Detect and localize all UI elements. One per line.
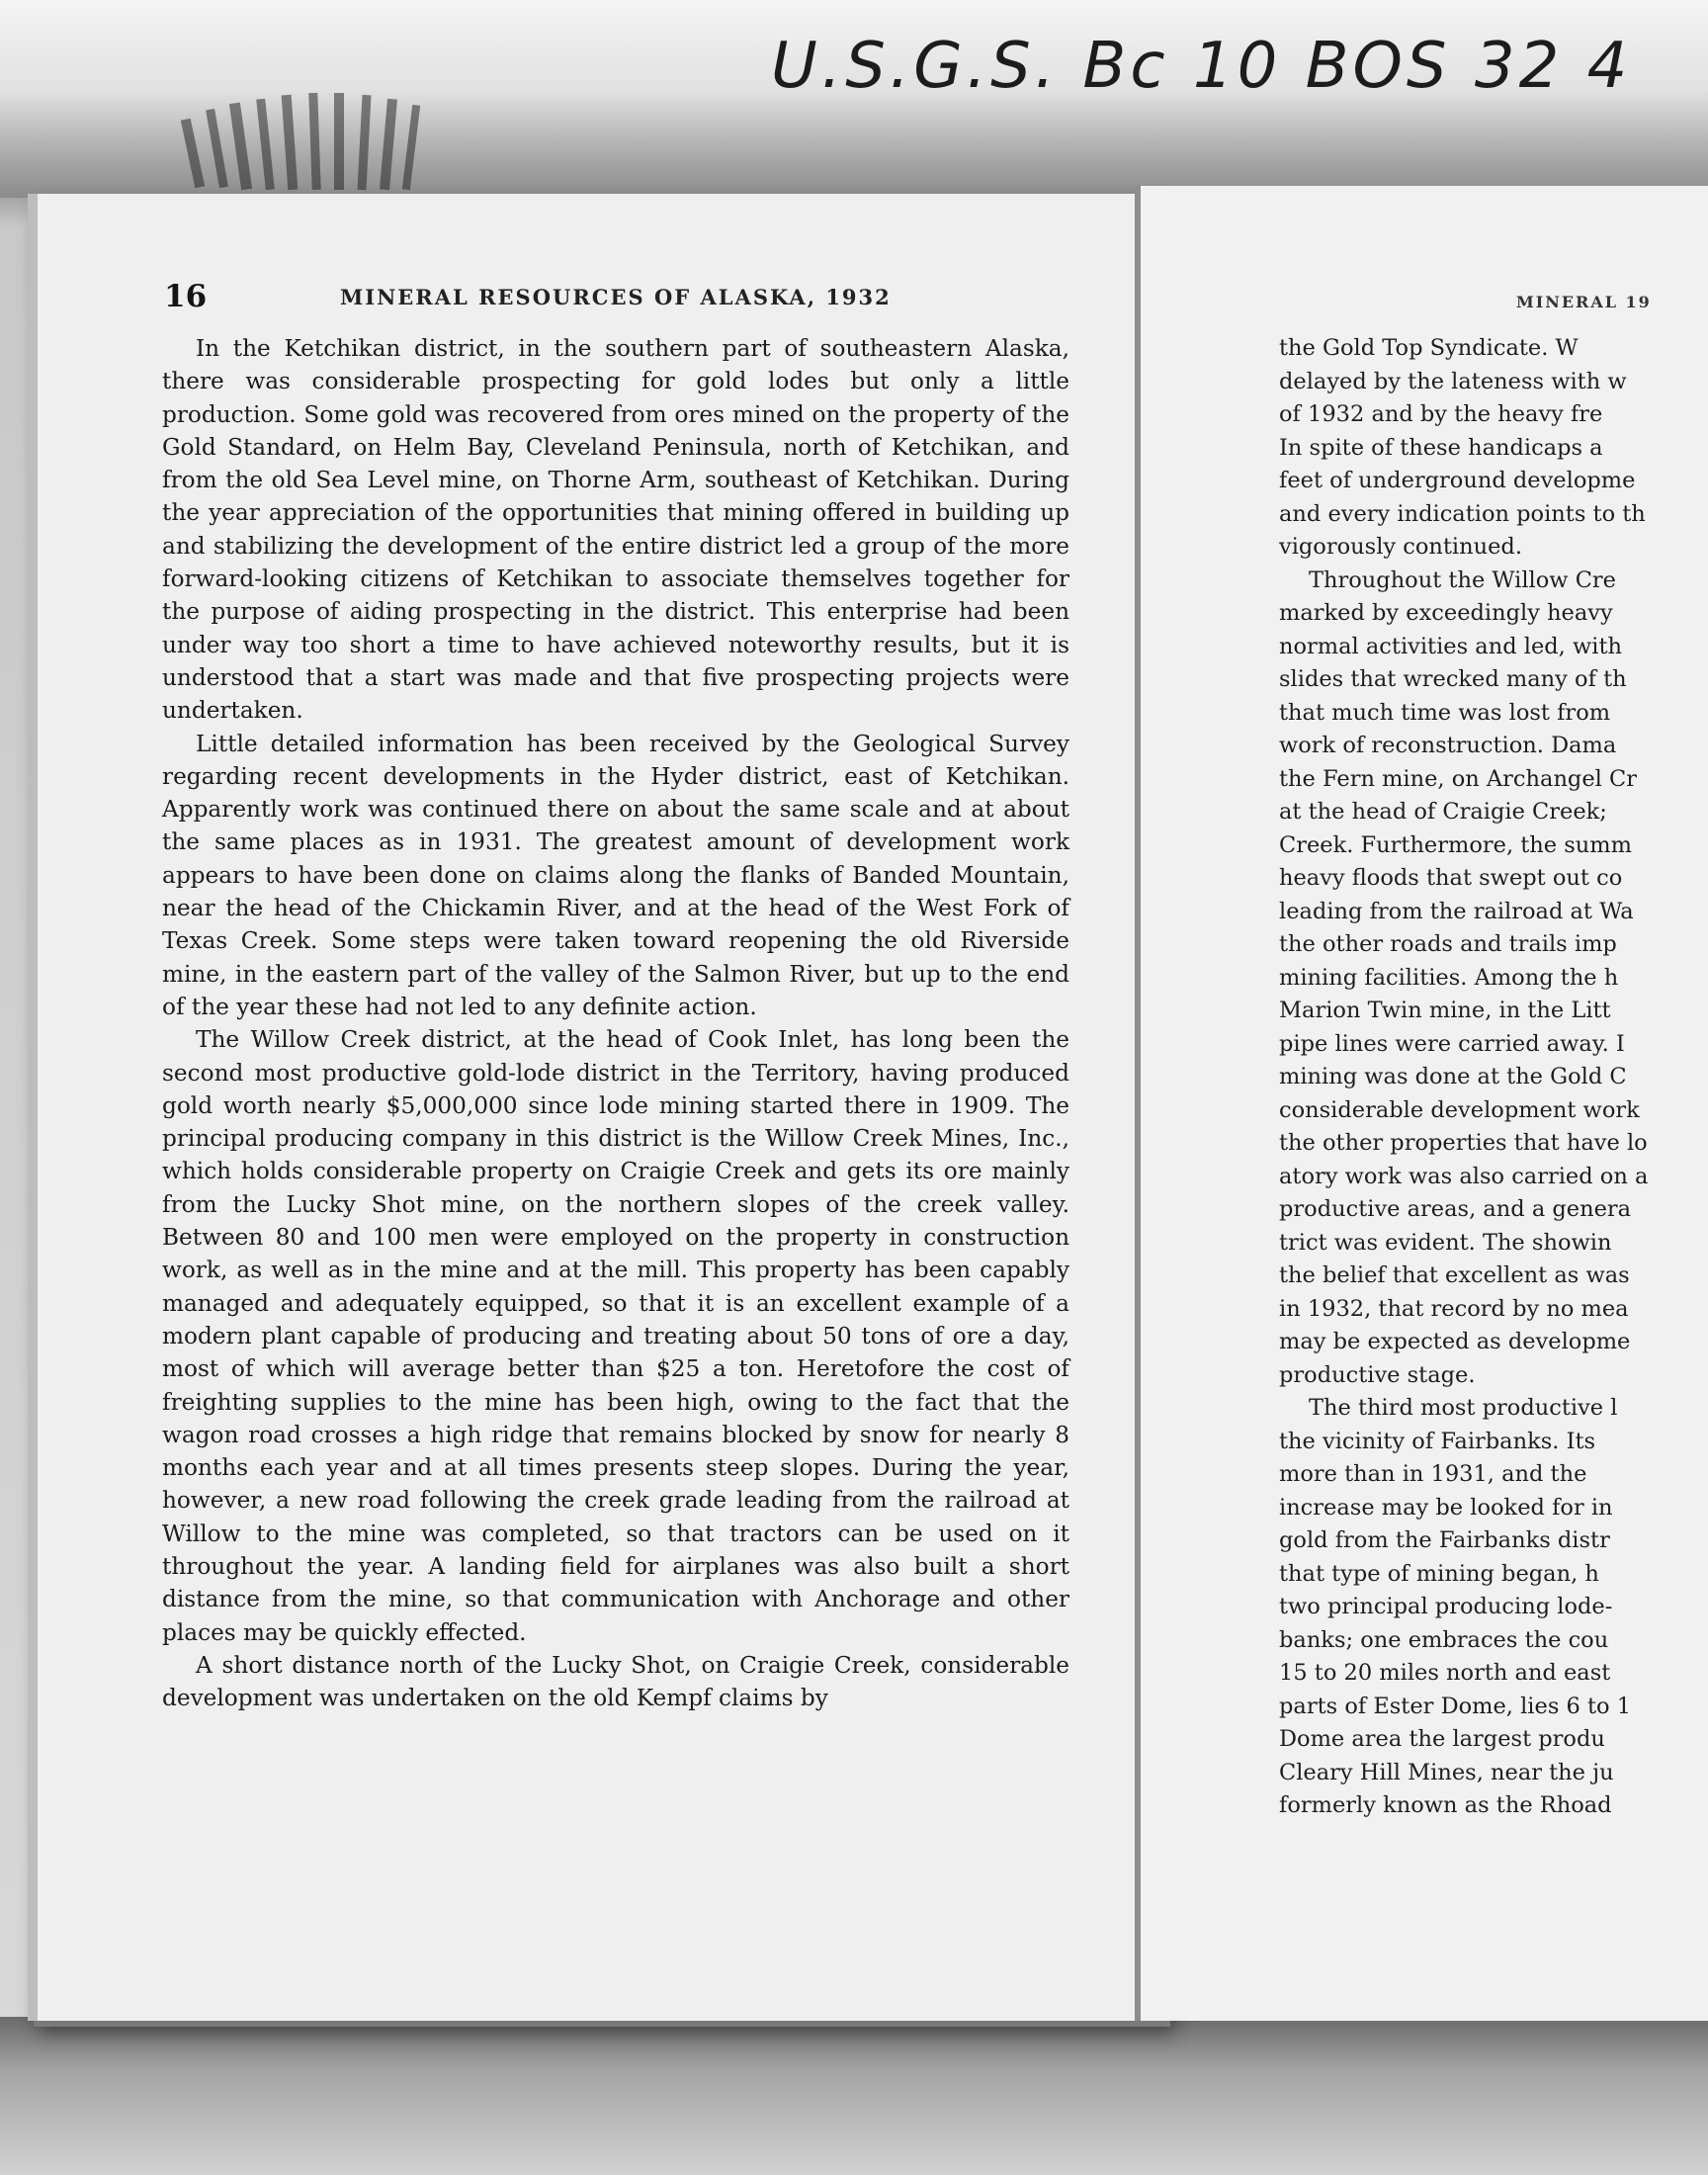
handwritten-annotation: U.S.G.S. Bc 10 BOS 32 4	[771, 30, 1632, 103]
text-line: productive areas, and a genera	[1279, 1196, 1632, 1222]
text-line: increase may be looked for in	[1279, 1494, 1613, 1521]
text-line: the belief that excellent as was	[1279, 1262, 1630, 1288]
text-line: mining facilities. Among the h	[1279, 964, 1619, 991]
right-page-header: MINERAL 19	[1516, 293, 1652, 311]
right-book-page	[1135, 186, 1708, 2021]
text-line: In spite of these handicaps a	[1279, 434, 1603, 461]
body-text	[162, 332, 1069, 1714]
text-line: productive stage.	[1279, 1361, 1476, 1388]
text-line: considerable development work	[1279, 1096, 1640, 1123]
text-line: vigorously continued.	[1279, 534, 1522, 560]
text-line: may be expected as developme	[1279, 1329, 1631, 1354]
text-line: that type of mining began, h	[1279, 1560, 1599, 1587]
text-line: Cleary Hill Mines, near the ju	[1279, 1759, 1614, 1785]
text-line: parts of Ester Dome, lies 6 to 1	[1279, 1693, 1632, 1719]
text-line: 15 to 20 miles north and east	[1279, 1660, 1611, 1686]
text-line: Dome area the largest produ	[1279, 1726, 1605, 1752]
text-line: normal activities and led, with	[1279, 633, 1622, 659]
text-line: Marion Twin mine, in the Litt	[1279, 998, 1611, 1023]
paragraph-lucky-shot: A short distance north of the Lucky Shot, on Craigie Creek, considerable development was undertaken on the old Kempf claims by	[162, 1651, 1069, 1712]
text-line: atory work was also carried on a	[1279, 1163, 1649, 1189]
text-line: gold from the Fairbanks distr	[1279, 1527, 1610, 1553]
text-line: leading from the railroad at Wa	[1279, 898, 1634, 924]
text-line: the other roads and trails imp	[1279, 931, 1617, 957]
text-line: delayed by the lateness with w	[1279, 368, 1627, 394]
text-line: in 1932, that record by no mea	[1279, 1295, 1629, 1322]
text-line: Creek. Furthermore, the summ	[1279, 831, 1632, 858]
page-number: 16	[164, 279, 208, 314]
text-line: marked by exceedingly heavy	[1279, 600, 1613, 626]
text-line: The third most productive l	[1309, 1395, 1618, 1421]
text-line: at the head of Craigie Creek;	[1279, 799, 1607, 825]
text-line: the other properties that have lo	[1279, 1130, 1648, 1156]
text-line: formerly known as the Rhoad	[1279, 1792, 1612, 1818]
text-line: two principal producing lode-	[1279, 1594, 1613, 1619]
text-line: heavy floods that swept out co	[1279, 865, 1623, 891]
paragraph-hyder: Little detailed information has been received by the Geological Survey regarding recent developments in the Hyder district, east of Ketchikan. Apparently work was continued there on about the same scale and at about the same places as in 1931. The greatest amount of development work appears to have been done on claims along the flanks of Banded Mountain, near the head of the Chickamin River, and at the head of the West Fork of Texas Creek. Some steps were taken toward reopening the old Riverside mine, in the eastern part of the valley of the Salmon River, but up to the end of the year these had not led to any definite action.	[162, 730, 1069, 1020]
text-line: the Fern mine, on Archangel Cr	[1279, 765, 1637, 792]
text-line: more than in 1931, and the	[1279, 1461, 1587, 1487]
scan-bottom-edge	[0, 2017, 1708, 2175]
text-line: Throughout the Willow Cre	[1309, 566, 1616, 593]
stamp-smudge	[158, 59, 445, 198]
right-page-text	[1279, 332, 1708, 1823]
text-line: mining was done at the Gold C	[1279, 1064, 1627, 1089]
text-line: feet of underground developme	[1279, 468, 1636, 493]
text-line: the vicinity of Fairbanks. Its	[1279, 1428, 1596, 1454]
text-line: work of reconstruction. Dama	[1279, 733, 1617, 758]
text-line: slides that wrecked many of th	[1279, 666, 1627, 692]
text-line: that much time was lost from	[1279, 699, 1611, 726]
paragraph-willow-creek: The Willow Creek district, at the head of Cook Inlet, has long been the second most productive gold-lode district in the Territory, having produced gold worth nearly $5,000,000 since lode mining started there in 1909. The principal producing company in this district is the Willow Creek Mines, Inc., which holds considerable property on Craigie Creek and gets its ore mainly from the Lucky Shot mine, on the northern slopes of the creek valley. Between 80 and 100 men were employed on the property in construction work, as well as in the mine and at the mill. This property has been capably managed and adequately equipped, so that it is an excellent example of a modern plant capable of producing and treating about 50 tons of ore a day, most of which will average better than $25 a ton. Heretofore the cost of freighting supplies to the mine has been high, owing to the fact that the wagon road crosses a high ridge that remains blocked by snow for nearly 8 months each year and at all times presents steep slopes. During the year, however, a new road following the creek grade leading from the railroad at Willow to the mine was completed, so that tractors can be used on it throughout the year. A landing field for airplanes was also built a short distance from the mine, so that communication with Anchorage and other places may be quickly effected.	[162, 1026, 1069, 1646]
paragraph-ketchikan: In the Ketchikan district, in the southern part of southeastern Alaska, there was considerable prospecting for gold lodes but only a little production. Some gold was recovered from ores mined on the property of the Gold Standard, on Helm Bay, Cleveland Peninsula, north of Ketchikan, and from the old Sea Level mine, on Thorne Arm, southeast of Ketchikan. During the year appreciation of the opportunities that mining offered in building up and stabilizing the development of the entire district led a group of the more forward-looking citizens of Ketchikan to associate themselves together for the purpose of aiding prospecting in the district. This enterprise had been under way too short a time to have achieved noteworthy results, but it is understood that a start was made and that five prospecting projects were undertaken.	[162, 335, 1069, 725]
page-header: MINERAL RESOURCES OF ALASKA, 1932	[340, 285, 892, 309]
text-line: of 1932 and by the heavy fre	[1279, 401, 1603, 427]
left-book-page	[28, 194, 1164, 2021]
text-line: the Gold Top Syndicate. W	[1279, 335, 1579, 361]
text-line: and every indication points to th	[1279, 500, 1646, 527]
running-head	[164, 279, 1083, 312]
text-line: pipe lines were carried away. I	[1279, 1030, 1625, 1057]
text-line: trict was evident. The showin	[1279, 1229, 1612, 1256]
text-line: banks; one embraces the cou	[1279, 1626, 1609, 1653]
